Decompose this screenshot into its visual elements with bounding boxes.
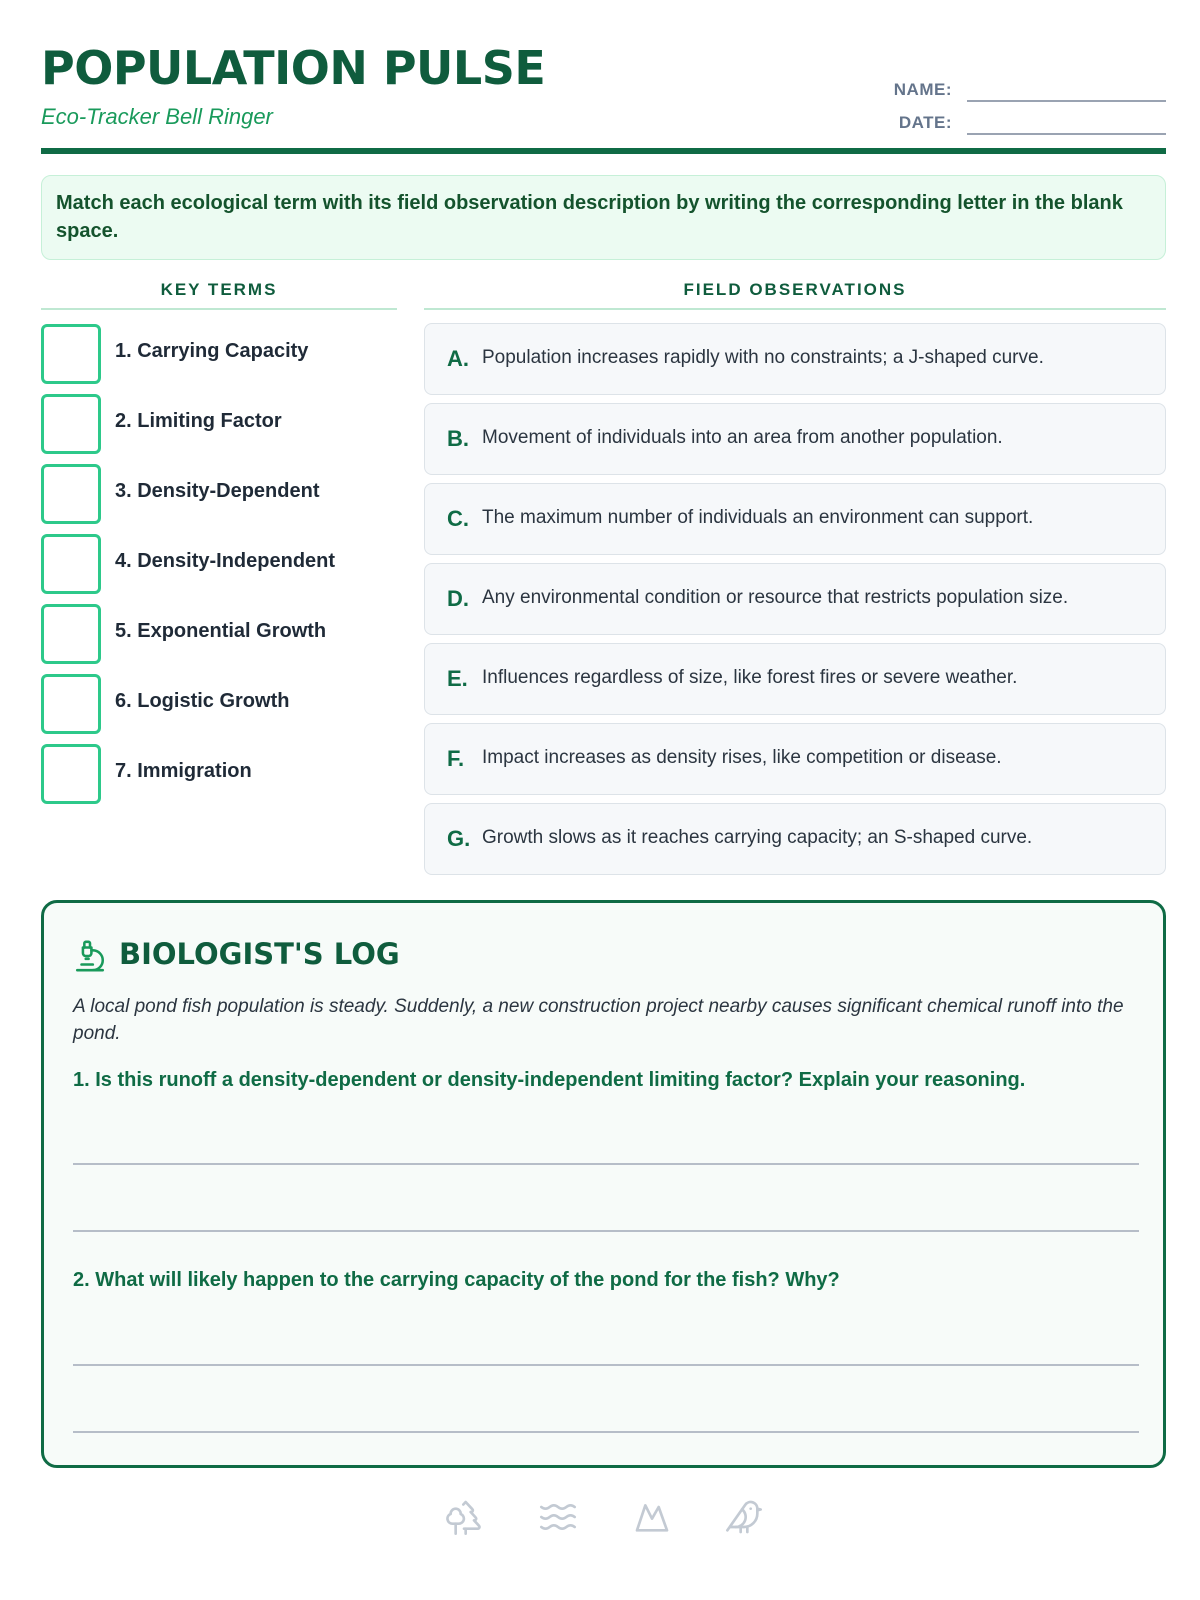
question-1: 1. Is this runoff a density-dependent or density-independent limiting factor? Explain your reasoning. bbox=[73, 1069, 1026, 1091]
name-label: NAME: bbox=[893, 80, 952, 99]
answer-box[interactable] bbox=[41, 394, 101, 454]
observation-letter: D. bbox=[447, 586, 469, 611]
term-label: 5. Exponential Growth bbox=[115, 620, 327, 642]
observation-letter: G. bbox=[447, 826, 471, 851]
key-terms-heading: KEY TERMS bbox=[41, 280, 397, 310]
date-blank[interactable] bbox=[967, 133, 1166, 135]
biologist-log-panel bbox=[41, 900, 1166, 1468]
term-item bbox=[41, 604, 397, 664]
term-label: 6. Logistic Growth bbox=[115, 690, 290, 712]
date-field bbox=[854, 109, 1166, 139]
answer-line[interactable] bbox=[73, 1364, 1139, 1366]
instructions-box: Match each ecological term with its field observation description by writing the corresponding letter in the blank space. bbox=[41, 175, 1166, 260]
term-label: 1. Carrying Capacity bbox=[115, 340, 309, 362]
answer-box[interactable] bbox=[41, 604, 101, 664]
observation-text: Any environmental condition or resource that restricts population size. bbox=[482, 587, 1069, 608]
answer-box[interactable] bbox=[41, 674, 101, 734]
question-2: 2. What will likely happen to the carrying capacity of the pond for the fish? Why? bbox=[73, 1269, 840, 1291]
name-blank[interactable] bbox=[967, 100, 1166, 102]
observation-card bbox=[424, 723, 1166, 795]
observation-card bbox=[424, 403, 1166, 475]
observation-text: Movement of individuals into an area from another population. bbox=[482, 427, 1003, 448]
observation-letter: A. bbox=[447, 346, 469, 371]
observation-letter: C. bbox=[447, 506, 469, 531]
term-item bbox=[41, 464, 397, 524]
term-label: 7. Immigration bbox=[115, 760, 252, 782]
scenario-text: A local pond fish population is steady. Suddenly, a new construction project nearby causes significant chemical runoff into the pond. bbox=[73, 996, 1124, 1044]
term-item bbox=[41, 324, 397, 384]
mountain-icon bbox=[632, 1497, 672, 1537]
waves-icon bbox=[538, 1497, 578, 1537]
term-item bbox=[41, 534, 397, 594]
observation-text: The maximum number of individuals an environment can support. bbox=[482, 507, 1034, 528]
term-label: 4. Density-Independent bbox=[115, 550, 336, 572]
microscope-icon bbox=[73, 939, 107, 973]
header-divider bbox=[41, 148, 1166, 154]
date-label: DATE: bbox=[898, 113, 952, 132]
observation-letter: F. bbox=[447, 746, 465, 771]
name-field bbox=[854, 76, 1166, 106]
observation-card bbox=[424, 563, 1166, 635]
observation-card bbox=[424, 803, 1166, 875]
observation-letter: B. bbox=[447, 426, 469, 451]
observation-card bbox=[424, 323, 1166, 395]
term-label: 2. Limiting Factor bbox=[115, 410, 282, 432]
observation-letter: E. bbox=[447, 666, 468, 691]
answer-line[interactable] bbox=[73, 1230, 1139, 1232]
answer-box[interactable] bbox=[41, 744, 101, 804]
page-subtitle: Eco-Tracker Bell Ringer bbox=[41, 104, 273, 129]
tree-icon bbox=[444, 1497, 484, 1537]
term-item bbox=[41, 744, 397, 804]
observation-card bbox=[424, 483, 1166, 555]
observation-text: Impact increases as density rises, like competition or disease. bbox=[482, 747, 1002, 768]
term-label: 3. Density-Dependent bbox=[115, 480, 320, 502]
observation-text: Growth slows as it reaches carrying capacity; an S-shaped curve. bbox=[482, 827, 1033, 848]
answer-box[interactable] bbox=[41, 324, 101, 384]
header bbox=[41, 40, 1166, 158]
observation-text: Population increases rapidly with no constraints; a J-shaped curve. bbox=[482, 347, 1044, 368]
term-item bbox=[41, 394, 397, 454]
log-title: BIOLOGIST'S LOG bbox=[119, 937, 400, 971]
observation-text: Influences regardless of size, like forest fires or severe weather. bbox=[482, 667, 1018, 688]
page-title: POPULATION PULSE bbox=[41, 41, 546, 95]
field-observations-heading: FIELD OBSERVATIONS bbox=[424, 280, 1166, 310]
footer-icons bbox=[440, 1497, 770, 1542]
term-item bbox=[41, 674, 397, 734]
bird-icon bbox=[724, 1497, 764, 1537]
answer-line[interactable] bbox=[73, 1163, 1139, 1165]
answer-box[interactable] bbox=[41, 534, 101, 594]
observation-card bbox=[424, 643, 1166, 715]
answer-box[interactable] bbox=[41, 464, 101, 524]
answer-line[interactable] bbox=[73, 1431, 1139, 1433]
